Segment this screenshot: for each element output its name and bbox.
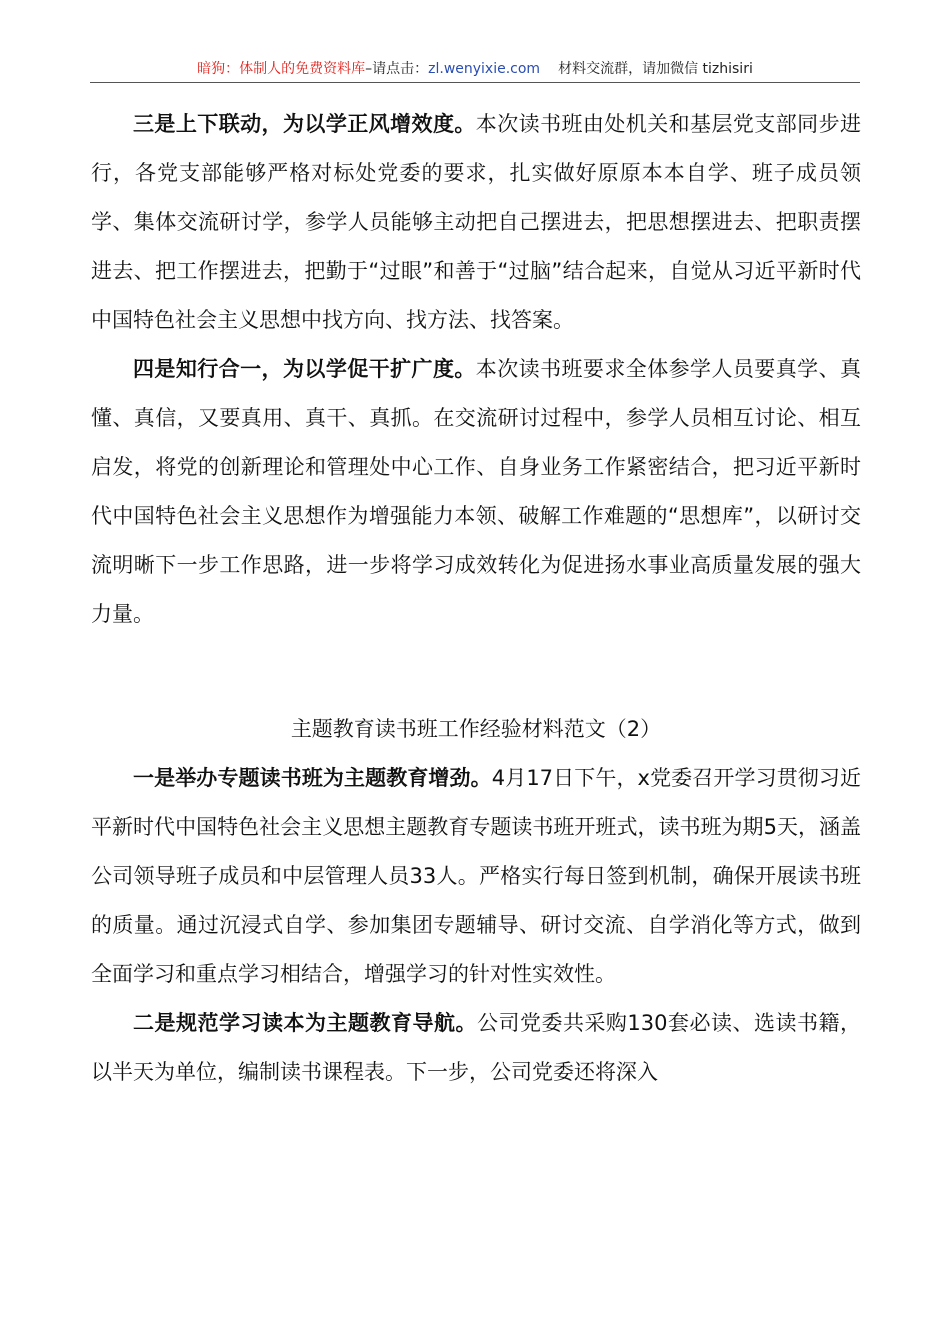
header-divider — [90, 82, 860, 83]
header-brand: 暗狗：体制人的免费资料库 — [197, 61, 366, 77]
paragraph-lead: 二是规范学习读本为主题教育导航。 — [133, 1011, 477, 1035]
header-wechat: 材料交流群，请加微信 tizhisiri — [558, 61, 753, 77]
paragraph-body: 公司党委共采购130套必读、选读书籍，以半天为单位，编制读书课程表。下一步，公司党委还将深入 — [91, 1011, 861, 1084]
paragraph — [91, 345, 861, 639]
page-header — [90, 58, 860, 80]
header-prompt: –请点击： — [365, 61, 429, 77]
section-title: 主题教育读书班工作经验材料范文（2） — [290, 717, 662, 741]
paragraph-body: 4月17日下午，x党委召开学习贯彻习近平新时代中国特色社会主义思想主题教育专题读书班开班式，读书班为期5天，涵盖公司领导班子成员和中层管理人员33人。严格实行每日签到机制，确保开展读书班的质量。通过沉浸式自学、参加集团专题辅导、研讨交流、自学消化等方式，做到全面学习和重点学习相结合，增强学习的针对性实效性。 — [91, 766, 862, 986]
paragraph — [91, 754, 861, 999]
paragraph — [91, 999, 861, 1097]
paragraph-lead: 一是举办专题读书班为主题教育增劲。 — [133, 766, 492, 790]
paragraph — [91, 100, 861, 345]
document-body — [91, 100, 861, 1097]
paragraph-body: 本次读书班由处机关和基层党支部同步进行，各党支部能够严格对标处党委的要求，扎实做好原原本本自学、班子成员领学、集体交流研讨学，参学人员能够主动把自己摆进去，把思想摆进去、把职责摆进去、把工作摆进去，把勤于“过眼”和善于“过脑”结合起来，自觉从习近平新时代中国特色社会主义思想中找方向、找方法、找答案。 — [91, 112, 862, 332]
paragraph-body: 本次读书班要求全体参学人员要真学、真懂、真信，又要真用、真干、真抓。在交流研讨过程中，参学人员相互讨论、相互启发，将党的创新理论和管理处中心工作、自身业务工作紧密结合，把习近平新时代中国特色社会主义思想作为增强能力本领、破解工作难题的“思想库”，以研讨交流明晰下一步工作思路，进一步将学习成效转化为促进扬水事业高质量发展的强大力量。 — [91, 357, 862, 626]
paragraph-lead: 四是知行合一，为以学促干扩广度。 — [133, 357, 476, 381]
paragraph-lead: 三是上下联动，为以学正风增效度。 — [133, 112, 476, 136]
header-url-link[interactable]: zl.wenyixie.com — [428, 61, 541, 77]
